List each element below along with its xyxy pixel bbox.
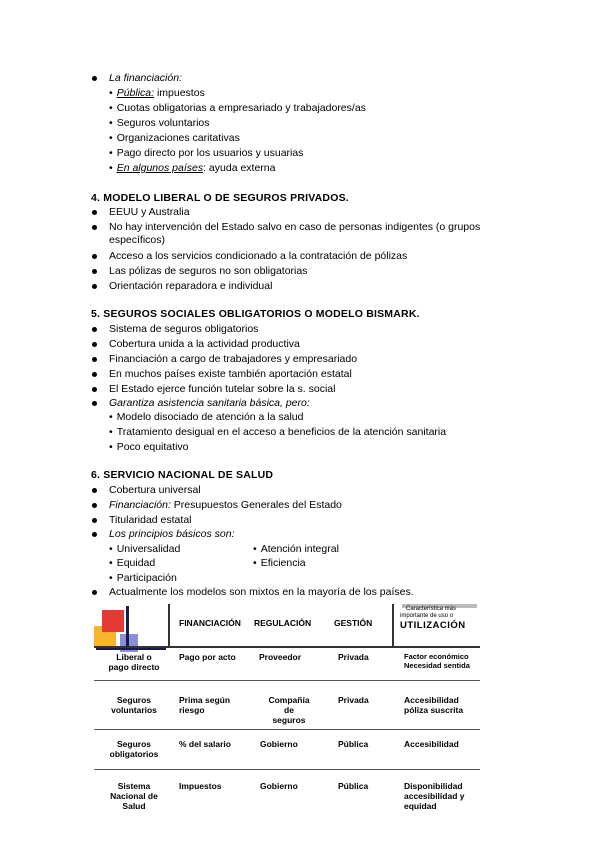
list-item: En muchos países existe también aportación estatal	[109, 368, 352, 380]
row-rule	[94, 680, 480, 681]
list-item: Financiación: Presupuestos Generales del Estado	[109, 499, 342, 511]
row-model: Seguros voluntarios	[111, 695, 157, 715]
section-heading: 5. SEGUROS SOCIALES OBLIGATORIOS O MODELO BISMARK.	[91, 308, 420, 320]
bullet	[92, 372, 97, 377]
row-utilizacion: Accesibilidad	[404, 739, 459, 749]
row-gestion: Pública	[338, 739, 369, 749]
principio-item: • Eficiencia	[253, 557, 306, 570]
list-item: Acceso a los servicios condicionado a la contratación de pólizas	[109, 250, 408, 262]
financiacion-item: • Cuotas obligatorias a empresariado y trabajadores/as	[109, 102, 366, 115]
header-financiacion: FINANCIACIÓN	[179, 618, 241, 628]
list-item: Financiación a cargo de trabajadores y empresariado	[109, 353, 358, 365]
list-item-italic: Garantiza asistencia sanitaria básica, pero:	[109, 397, 310, 409]
row-model: Seguros obligatorios	[109, 739, 159, 759]
row-regulacion: Proveedor	[259, 652, 302, 662]
sub-item: • Poco equitativo	[109, 441, 189, 454]
header-utilizacion: UTILIZACIÓN	[400, 620, 466, 631]
header-regulacion: REGULACIÓN	[254, 618, 312, 628]
bullet	[92, 488, 97, 493]
row-financiacion: % del salario	[179, 739, 231, 749]
financiacion-title: La financiación:	[109, 72, 182, 84]
list-item: Orientación reparadora e individual	[109, 280, 273, 292]
list-item: Titularidad estatal	[109, 514, 192, 526]
financiacion-item: • Seguros voluntarios	[109, 117, 210, 130]
section-heading: 4. MODELO LIBERAL O DE SEGUROS PRIVADOS.	[91, 192, 349, 204]
row-model: Liberal o pago directo	[108, 652, 160, 672]
bullet	[92, 284, 97, 289]
list-item: Las pólizas de seguros no son obligatorias	[109, 265, 308, 277]
list-item: EEUU y Australia	[109, 206, 190, 218]
row-financiacion: Prima según riesgo	[179, 695, 231, 715]
financiacion-item: • Pública: impuestos	[109, 87, 205, 100]
row-gestion: Privada	[338, 652, 369, 662]
bullet	[92, 387, 97, 392]
principio-item: • Universalidad	[109, 543, 180, 556]
row-rule	[94, 729, 480, 730]
list-item-italic: Los principios básicos son:	[109, 528, 235, 540]
row-utilizacion: Factor económico Necesidad sentida	[404, 652, 470, 670]
bullet	[92, 518, 97, 523]
row-utilizacion: Disponibilidad accesibilidad y equidad	[404, 781, 465, 811]
row-gestion: Privada	[338, 695, 369, 705]
list-item: No hay intervención del Estado salvo en caso de personas indigentes (o grupos específicos)	[109, 221, 481, 246]
row-financiacion: Pago por acto	[179, 652, 236, 662]
row-rule	[94, 769, 480, 770]
sub-item: • Tratamiento desigual en el acceso a beneficios de la atención sanitaria	[109, 426, 446, 439]
bullet	[92, 401, 97, 406]
list-item: Cobertura unida a la actividad productiva	[109, 338, 300, 350]
row-model: Sistema Nacional de Salud	[110, 781, 158, 811]
header-gestion: GESTIÓN	[334, 618, 373, 628]
list-item: Cobertura universal	[109, 484, 201, 496]
row-regulacion: Gobierno	[260, 781, 298, 791]
bullet	[92, 532, 97, 537]
financiacion-item: • En algunos países: ayuda externa	[109, 162, 275, 175]
bullet	[92, 503, 97, 508]
row-regulacion: Compañía de seguros	[268, 695, 310, 725]
list-item: Actualmente los modelos son mixtos en la mayoría de los países.	[109, 586, 414, 598]
sub-item: • Modelo disociado de atención a la salud	[109, 411, 303, 424]
models-comparison-table	[94, 604, 480, 814]
bullet	[92, 254, 97, 259]
table-header-rule	[94, 646, 480, 648]
bullet	[92, 357, 97, 362]
decorative-horizontal-bar	[96, 648, 166, 650]
header-util-small: importante de uso o	[400, 613, 454, 619]
list-item: El Estado ejerce función tutelar sobre la s. social	[109, 383, 336, 395]
bullet	[92, 269, 97, 274]
section-heading: 6. SERVICIO NACIONAL DE SALUD	[91, 469, 274, 481]
bullet	[92, 76, 97, 81]
decorative-vertical-bar	[126, 606, 129, 650]
financiacion-item: • Pago directo por los usuarios y usuarias	[109, 147, 303, 160]
bullet	[92, 590, 97, 595]
list-item: Sistema de seguros obligatorios	[109, 323, 259, 335]
row-regulacion: Gobierno	[260, 739, 298, 749]
bullet	[92, 210, 97, 215]
table-header-divider	[168, 604, 170, 648]
bullet	[92, 342, 97, 347]
principio-item: • Equidad	[109, 557, 155, 570]
principio-item: • Participación	[109, 572, 177, 585]
decorative-red-square	[102, 610, 124, 632]
bullet	[92, 327, 97, 332]
principio-item: • Atención integral	[253, 543, 339, 556]
row-utilizacion: Accesibilidad póliza suscrita	[404, 695, 464, 715]
table-header-divider	[392, 604, 394, 648]
bullet	[92, 225, 97, 230]
financiacion-item: • Organizaciones caritativas	[109, 132, 240, 145]
header-util-small: Característica más	[406, 606, 457, 612]
row-financiacion: Impuestos	[179, 781, 222, 791]
row-gestion: Pública	[338, 781, 369, 791]
